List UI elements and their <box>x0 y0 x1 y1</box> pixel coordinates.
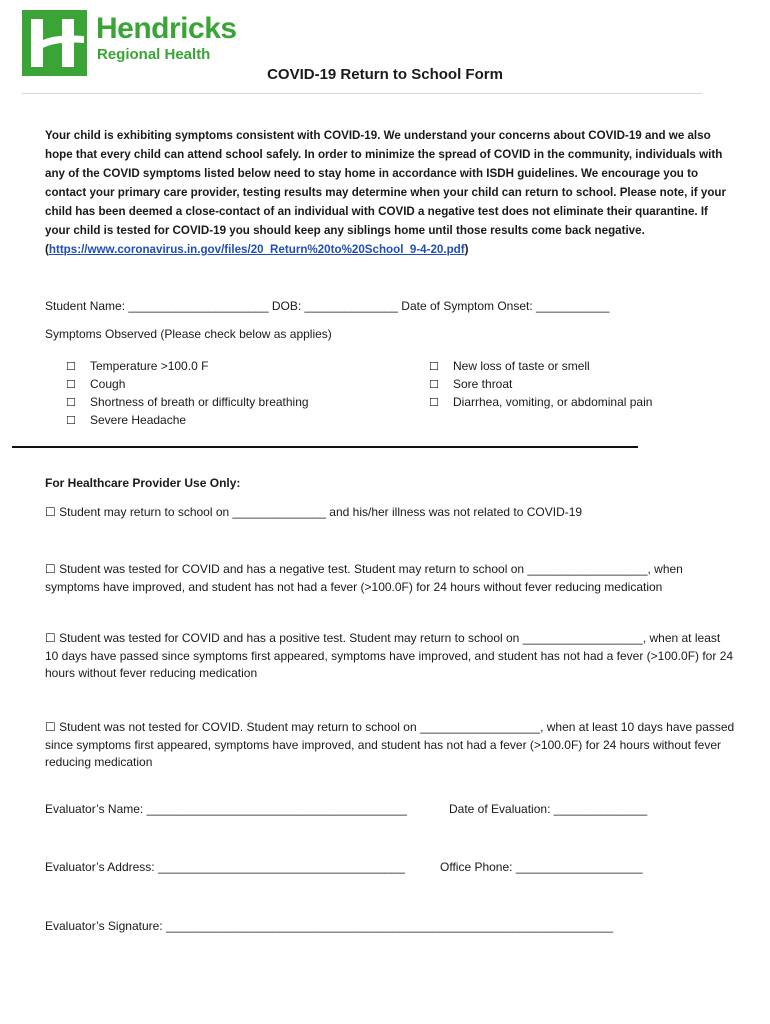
checkbox-icon[interactable]: ☐ <box>429 379 439 391</box>
evaluator-signature-field[interactable]: Evaluator’s Signature: ___________________________________________________________________ <box>45 919 614 933</box>
symptom-item[interactable] <box>429 393 652 411</box>
symptom-label: Shortness of breath or difficulty breathing <box>90 395 309 409</box>
provider-section-heading: For Healthcare Provider Use Only: <box>45 476 241 490</box>
provider-option-negative-test[interactable] <box>45 561 735 596</box>
option-text: Student was tested for COVID and has a negative test. Student may return to school on __________________, when symptoms have improved, and student has not had a fever (>100.0F) for 24 hours without fever reducing medication <box>45 562 683 594</box>
symptom-item[interactable] <box>66 375 309 393</box>
evaluator-name-row <box>45 802 648 816</box>
title-divider <box>22 93 702 94</box>
checkbox-icon[interactable]: ☐ <box>66 415 76 427</box>
symptom-label: Severe Headache <box>90 413 187 427</box>
checkbox-icon[interactable]: ☐ <box>45 505 56 519</box>
symptom-item[interactable] <box>429 357 652 375</box>
checkbox-icon[interactable]: ☐ <box>45 631 56 645</box>
checkbox-icon[interactable]: ☐ <box>429 397 439 409</box>
evaluator-address-row <box>45 860 643 874</box>
symptom-label: Cough <box>90 377 126 391</box>
intro-paragraph <box>45 126 730 259</box>
option-text: Student was tested for COVID and has a positive test. Student may return to school on __________________, when at least 10 days have passed since symptoms first appeared, symptoms have improved, and student has not had a fever (>100.0F) for 24 hours without fever reducing medication <box>45 631 734 680</box>
symptom-label: Sore throat <box>453 377 513 391</box>
checkbox-icon[interactable]: ☐ <box>429 361 439 373</box>
symptom-label: Temperature >100.0 F <box>90 359 209 373</box>
checkbox-icon[interactable]: ☐ <box>66 379 76 391</box>
brand-subtitle: Regional Health <box>97 46 211 63</box>
option-text: Student was not tested for COVID. Student may return to school on __________________, when at least 10 days have passed since symptoms first appeared, symptoms have improved, and student has not had a fever (>100.0F) for 24 hours without fever reducing medication <box>45 720 735 769</box>
provider-option-not-covid[interactable] <box>45 504 735 522</box>
brand-name: Hendricks <box>96 12 237 45</box>
section-divider <box>12 446 638 448</box>
symptoms-list-left <box>66 357 309 429</box>
symptoms-label: Symptoms Observed (Please check below as applies) <box>45 327 332 341</box>
symptom-label: Diarrhea, vomiting, or abdominal pain <box>453 395 653 409</box>
checkbox-icon[interactable]: ☐ <box>66 397 76 409</box>
coronavirus-guidance-link[interactable]: https://www.coronavirus.in.gov/files/20_Return%20to%20School_9-4-20.pdf <box>48 243 465 256</box>
intro-text: Your child is exhibiting symptoms consistent with COVID-19. We understand your concerns about COVID-19 and we also hope that every child can attend school safely. In order to minimize the spread of COVID in the community, individuals with any of the COVID symptoms listed below need to stay home in accordance with ISDH guidelines. We encourage you to contact your primary care provider, testing results may determine when your child can return to school. Please note, if your child has been deemed a close-contact of an individual with COVID a negative test does not eliminate their quarantine. If your child is tested for COVID-19 you should keep any siblings home until those results come back negative. ( <box>45 129 726 256</box>
evaluator-address-field[interactable]: Evaluator’s Address: _____________________________________ <box>45 860 405 874</box>
page-title: COVID-19 Return to School Form <box>267 66 503 83</box>
symptom-item[interactable] <box>66 393 309 411</box>
intro-close: ) <box>464 243 469 256</box>
office-phone-field[interactable]: Office Phone: ___________________ <box>440 860 643 874</box>
symptom-item[interactable] <box>429 375 652 393</box>
checkbox-icon[interactable]: ☐ <box>45 562 56 576</box>
provider-option-not-tested[interactable] <box>45 719 735 772</box>
provider-option-positive-test[interactable] <box>45 630 735 683</box>
symptom-label: New loss of taste or smell <box>453 359 590 373</box>
checkbox-icon[interactable]: ☐ <box>66 361 76 373</box>
symptoms-list-right <box>429 357 652 411</box>
student-info-line[interactable]: Student Name: _____________________ DOB: ______________ Date of Symptom Onset: ___________ <box>45 299 610 313</box>
evaluator-name-field[interactable]: Evaluator’s Name: _______________________________________ <box>45 802 407 816</box>
option-text: Student may return to school on ______________ and his/her illness was not related to COVID-19 <box>59 505 583 519</box>
evaluation-date-field[interactable]: Date of Evaluation: ______________ <box>449 802 648 816</box>
checkbox-icon[interactable]: ☐ <box>45 720 56 734</box>
symptom-item[interactable] <box>66 411 309 429</box>
symptom-item[interactable] <box>66 357 309 375</box>
